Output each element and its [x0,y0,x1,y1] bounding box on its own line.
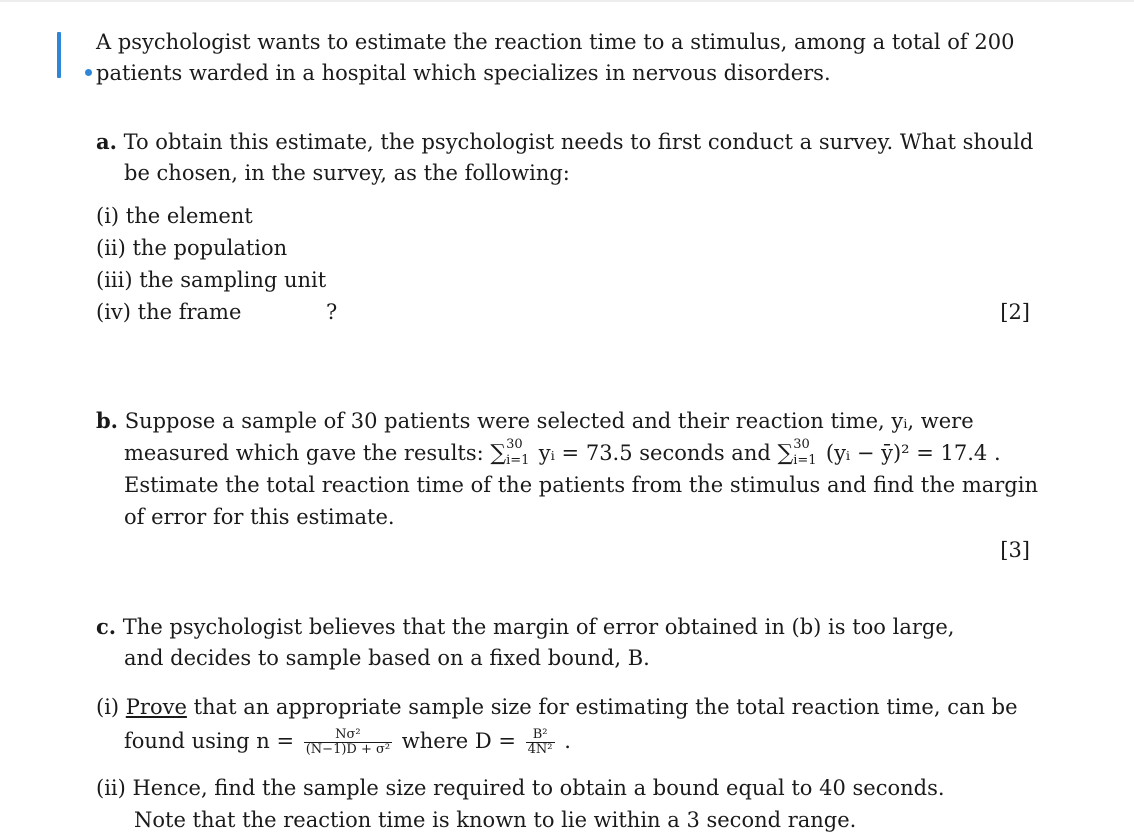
sum-limits-1: 30 i=1 [506,436,530,468]
sample-size-fraction [304,728,392,758]
part-b-line-4: of error for this estimate. [124,505,395,529]
intro-line-1: A psychologist wants to estimate the reaction time to a stimulus, among a total of 200 [96,30,1015,54]
part-c-label: c. [96,614,117,639]
part-b-line-1 [96,406,974,436]
part-a-item-3: (iii) the sampling unit [96,268,327,292]
part-c-i-end: . [564,729,571,753]
part-a-line-2: be chosen, in the survey, as the following: [124,161,570,185]
part-b-text-1: Suppose a sample of 30 patients were selected and their reaction time, yᵢ, were [124,409,974,433]
prove-word: Prove [125,695,187,719]
sum-2-expression: (yᵢ − ȳ)² = 17.4 . [825,441,1001,465]
sum-symbol-2: ∑ [777,441,794,466]
intro-line-2: patients warded in a hospital which specializes in nervous disorders. [96,61,831,85]
part-a-label: a. [96,129,117,154]
where-d-text: where D = [401,729,516,753]
part-a-line-1 [96,127,1033,157]
part-b-marks: [3] [1000,538,1030,562]
part-a-text-1: To obtain this estimate, the psychologist needs to first conduct a survey. What should [123,130,1034,154]
part-a-item-2: (ii) the population [96,236,288,260]
sample-size-numerator: Nσ² [304,728,392,743]
d-denominator: 4N² [527,742,553,757]
sum-limits-2: 30 i=1 [793,436,817,468]
part-c-ii-line-2: Note that the reaction time is known to lie within a 3 second range. [134,808,857,832]
part-b-text-2: measured which gave the results: [124,441,484,465]
part-c-ii-line-1: (ii) Hence, find the sample size required to obtain a bound equal to 40 seconds. [96,776,945,800]
question-number-bar [57,32,61,78]
question-bullet [85,69,92,76]
sum-1-expression: yᵢ = 73.5 seconds and [538,441,771,465]
part-a-item-1: (i) the element [96,204,253,228]
part-c-i-label: (i) [96,695,120,719]
part-a-item-4: (iv) the frame [96,300,242,324]
d-fraction [526,728,555,758]
sample-size-denominator: (N−1)D + σ² [305,742,391,757]
part-c-text-1: The psychologist believes that the margin of error obtained in (b) is too large, [122,615,955,639]
part-c-line-2: and decides to sample based on a fixed bound, B. [124,646,650,670]
part-a-marks: [2] [1000,300,1030,324]
part-b-label: b. [96,408,118,433]
part-a-question-mark: ? [326,300,338,324]
part-b-line-2 [124,438,1001,470]
part-c-i-line-2 [124,726,571,757]
top-divider [0,0,1134,2]
sum-symbol-1: ∑ [490,441,507,466]
part-c-i-text: that an appropriate sample size for estimating the total reaction time, can be [193,695,1018,719]
part-c-line-1 [96,612,954,642]
sample-size-lhs: found using n = [124,729,295,753]
part-b-line-3: Estimate the total reaction time of the patients from the stimulus and find the margin [124,473,1038,497]
part-c-i-line-1 [96,692,1018,722]
d-numerator: B² [526,728,555,743]
